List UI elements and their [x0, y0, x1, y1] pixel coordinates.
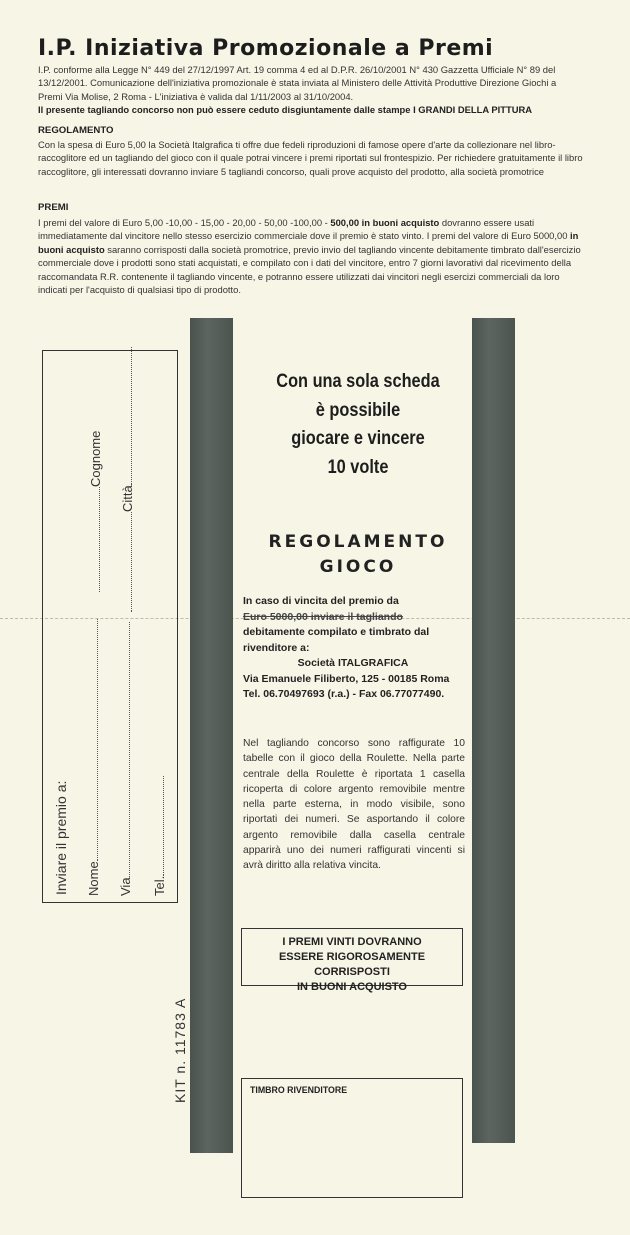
premi-box-line-1: I PREMI VINTI DOVRANNO [282, 936, 422, 948]
timbro-label: TIMBRO RIVENDITORE [250, 1085, 348, 1095]
premi-text-3: saranno corrisposti dalla società promotrice, previo invio del tagliando vincente debitamente timbrato dall'esercizio commerciale dove i prodotti sono stati acquistati, e compilato con i dati del vincitore, entro 7 giorni lavorativi dal ricevimento della raccomandata R.R. contenente il tagliando vincente, e potranno essere utilizzati dai vincitori negli esercizi commerciali da loro indicati per l'acquisto di qualsiasi tipo di prodotto. [38, 243, 581, 296]
promo-line-3: giocare e vincere [291, 428, 425, 449]
right-dark-bar [472, 318, 515, 1143]
premi-text-1: I premi del valore di Euro 5,00 -10,00 - 15,00 - 20,00 - 50,00 -100,00 - [38, 217, 331, 228]
rule-strike: Euro 5000,00 inviare il tagliando [243, 610, 403, 623]
citta-dots [122, 512, 132, 612]
premi-box-line-4: IN BUONI ACQUISTO [296, 981, 407, 993]
cognome-field[interactable] [88, 431, 103, 592]
cognome-dots [90, 487, 100, 592]
notice-emph: GRANDI DELLA PITTURA [418, 104, 533, 116]
nome-label: Nome [86, 861, 101, 896]
company-name: Società ITALGRAFICA [297, 657, 409, 669]
notice-prefix: Il presente tagliando concorso non può essere ceduto disgiuntamente dalle stampe I [38, 104, 419, 116]
premi-emph-1: 500,00 in buoni acquisto [330, 217, 440, 228]
premi-box-line-3: CORRISPOSTI [314, 966, 390, 978]
tel-field[interactable] [152, 776, 167, 896]
premi-box-line-2: ESSERE RIGOROSAMENTE [278, 951, 426, 963]
premi-emph-2: in buoni acquisto [38, 230, 579, 255]
citta-label: Città [120, 485, 135, 512]
inviare-label: Inviare il premio a: [53, 780, 69, 895]
promo-line-1: Con una sola scheda [276, 371, 440, 392]
company-address: Via Emanuele Filiberto, 125 - 00185 Roma [243, 672, 450, 685]
tel-label: Tel. [152, 875, 167, 896]
via-label: Via [118, 877, 133, 896]
cognome-label: Cognome [88, 430, 103, 487]
premi-text [38, 216, 583, 296]
promo-text [257, 368, 460, 482]
citta-field[interactable] [120, 347, 135, 612]
regolamento-heading: REGOLAMENTO [38, 125, 114, 136]
game-description: Nel tagliando concorso sono raffigurate 10 tabelle con il gioco della Roulette. Nella parte centrale della Roulette è riportata 1 casella ricoperta di colore argento removibile mentre nella parte esterna, in modo visibile, sono riportati dei numeri. Se asportando il colore argento removibile dalla casella centrale apparirà uno dei numeri raffigurati vincenti si avrà diritto alla relativa vincita. [243, 738, 465, 872]
citta-dots-2 [122, 347, 132, 485]
game-rules [243, 594, 463, 703]
legal-intro [38, 63, 583, 117]
page-title: I.P. Iniziativa Promozionale a Premi [38, 36, 494, 61]
premi-heading: PREMI [38, 202, 69, 213]
timbro-rivenditore-box[interactable] [241, 1078, 463, 1198]
rule-2: debitamente compilato e timbrato dal rivenditore a: [243, 626, 430, 654]
regolamento-gioco-title [240, 530, 476, 580]
promo-line-4: 10 volte [327, 456, 389, 478]
premi-text-2: dovranno essere usati immediatamente dal vincitore nello stesso esercizio commerciale dove il premio è stato vinto. I premi del valore di Euro 5000,00 [38, 217, 571, 242]
promo-line-2: è possibile [315, 399, 401, 421]
nome-field[interactable] [86, 619, 101, 896]
legal-intro-text: I.P. conforme alla Legge N° 449 del 27/12/1997 Art. 19 comma 4 ed al D.P.R. 26/10/2001 N° 430 Gazzetta Ufficiale N° 89 del 13/12/2001. Comunicazione dell'iniziativa promozionale è stata inviata al Ministero delle Attività Produttive Direzione Giochi a Premi Via Molise, 2 Roma - L'iniziativa è valida dal 1/11/2003 al 31/10/2004. [38, 64, 557, 102]
reg-title-line-1: REGOLAMENTO [268, 532, 448, 552]
via-field[interactable] [118, 622, 133, 896]
premi-notice-box [241, 928, 463, 993]
reg-title-line-2: GIOCO [319, 557, 397, 577]
kit-code: KIT n. 11783 A [172, 997, 188, 1103]
nome-dots [88, 619, 98, 861]
regolamento-text: Con la spesa di Euro 5,00 la Società Italgrafica ti offre due fedeli riproduzioni di famose opere d'arte da collezionare nel libro-raccoglitore ed un tagliando del gioco con il quale potrai vincere i premi riportati sul frontespizio. Per richiedere gratuitamente il libro raccoglitore, gli interessati dovranno inviare 5 tagliandi concorso, quali prove acquisto del prodotto, alla società promotrice [38, 139, 583, 177]
via-dots [120, 622, 130, 877]
company-phone: Tel. 06.70497693 (r.a.) - Fax 06.77077490. [243, 688, 445, 700]
left-dark-bar [190, 318, 233, 1153]
rule-1: In caso di vincita del premio da [243, 595, 399, 607]
tel-dots [154, 776, 164, 876]
